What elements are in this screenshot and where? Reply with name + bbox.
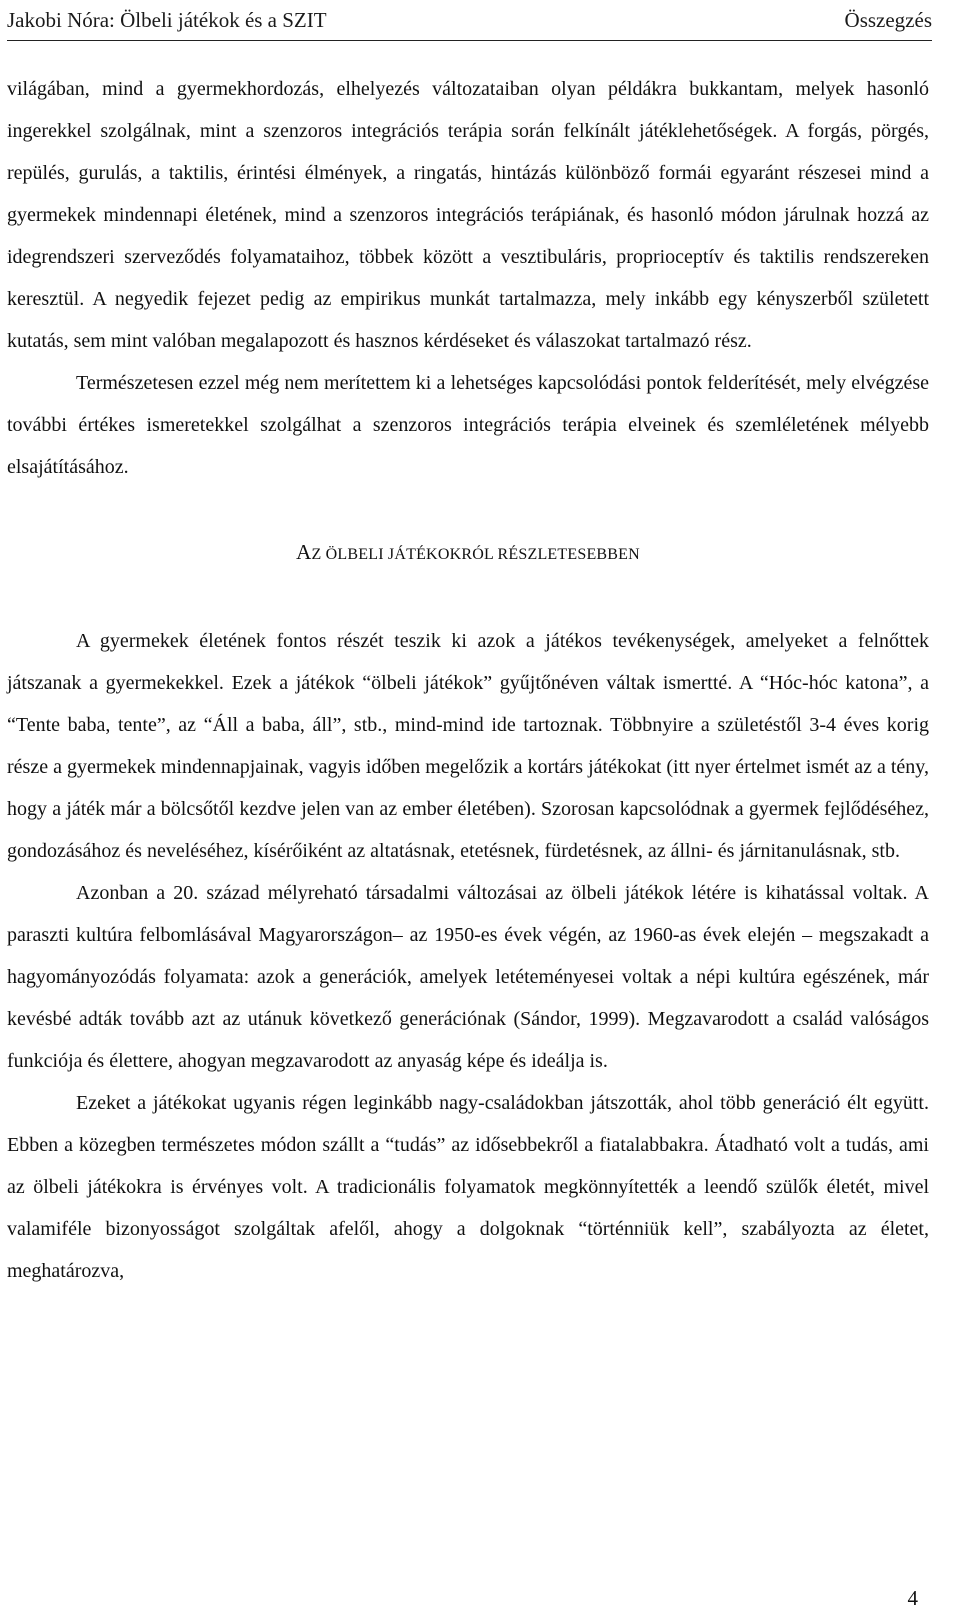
header-title: Jakobi Nóra: Ölbeli játékok és a SZIT <box>7 7 327 32</box>
header-section: Összegzés <box>844 7 932 32</box>
paragraph-4: Azonban a 20. század mélyreható társadalmi változásai az ölbeli játékok létére is kihatással voltak. A paraszti kultúra felbomlásával Magyarországon– az 1950-es évek végén, az 1960-as évek elején – megszakadt a hagyományozódás folyamata: azok a generációk, amelyek letéteményesei voltak a népi kultúra egészének, már kevésbé adták tovább azt az utánuk következő generációnak (Sándor, 1999). Megzavarodott a család valóságos funkciója és élettere, ahogyan megzavarodott az anyaság képe és ideálja is. <box>7 882 929 1072</box>
running-header <box>7 0 932 41</box>
paragraph-1: világában, mind a gyermekhordozás, elhelyezés változataiban olyan példákra bukkantam, melyek hasonló ingerekkel szolgálnak, mint a szenzoros integrációs terápia során felkínált játéklehetőségek. A forgás, pörgés, repülés, gurulás, a taktilis, érintési élmények, a ringatás, hintázás különböző formái egyaránt részesei mind a gyermekek mindennapi életének, mind a szenzoros integrációs terápiának, és hasonló módon járulnak hozzá az idegrendszeri szerveződés folyamataihoz, többek között a vesztibuláris, proprioceptív és taktilis rendszereken keresztül. A negyedik fejezet pedig az empirikus munkát tartalmazza, mely inkább egy kényszerből született kutatás, sem mint valóban megalapozott és hasznos kérdéseket és válaszokat tartalmazó rész. <box>7 78 929 352</box>
page-number: 4 <box>907 1586 918 1610</box>
paragraph-2: Természetesen ezzel még nem merítettem ki a lehetséges kapcsolódási pontok felderítését, mely elvégzése további értékes ismeretekkel szolgálhat a szenzoros integrációs terápia elveinek és szemléletének mélyebb elsajátításához. <box>7 372 929 478</box>
paragraph-3: A gyermekek életének fontos részét teszik ki azok a játékos tevékenységek, amelyeket a felnőttek játszanak a gyermekekkel. Ezek a játékok “ölbeli játékok” gyűjtőnéven váltak ismertté. A “Hóc-hóc katona”, a “Tente baba, tente”, az “Áll a baba, áll”, stb., mind-mind ide tartoznak. Többnyire a születéstől 3-4 éves korig része a gyermekek mindennapjainak, vagyis időben megelőzik a kortárs játékokat (itt nyer értelmet ismét az a tény, hogy a játék már a bölcsőtől kezdve jelen van az ember életében). Szorosan kapcsolódnak a gyermek fejlődéséhez, gondozásához és neveléséhez, kísérőiként az altatásnak, etetésnek, fürdetésnek, az állni- és járnitanulásnak, stb. <box>7 630 929 862</box>
section-heading-text: Z ÖLBELI JÁTÉKOKRÓL RÉSZLETESEBBEN <box>311 546 640 563</box>
body-text <box>7 68 929 1292</box>
section-heading-initial: A <box>296 540 312 564</box>
paragraph-5: Ezeket a játékokat ugyanis régen leginkább nagy-családokban játszották, ahol több generáció élt együtt. Ebben a közegben természetes módon szállt a “tudás” az idősebbekről a fiatalabbakra. Átadható volt a tudás, ami az ölbeli játékokra is érvényes volt. A tradicionális folyamatok megkönnyítették a leendő szülők életét, mivel valamiféle bizonyosságot szolgáltak afelől, ahogy a dolgoknak “történniük kell”, szabályozta az életet, meghatározva, <box>7 1092 929 1282</box>
section-heading <box>7 542 929 565</box>
